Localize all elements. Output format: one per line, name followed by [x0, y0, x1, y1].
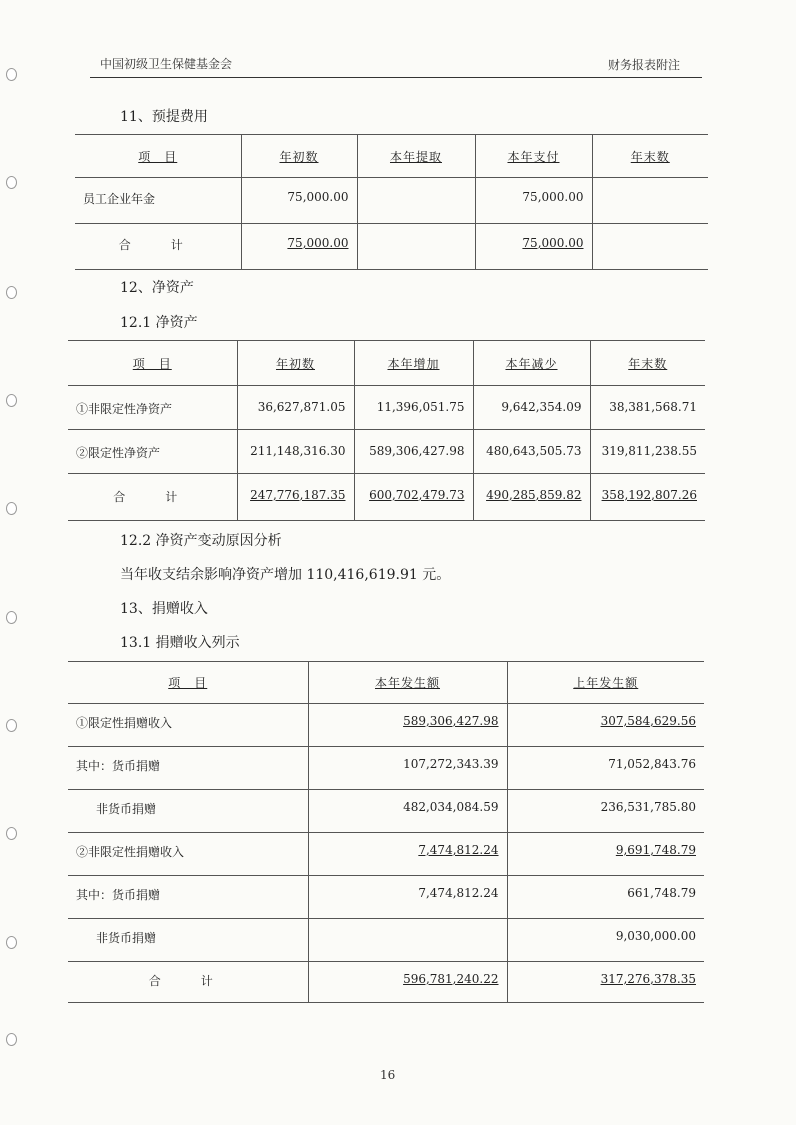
total-opening: 247,776,187.35 — [250, 488, 346, 502]
cell-prior-year: 236,531,785.80 — [507, 790, 704, 833]
total-paid: 75,000.00 — [522, 236, 584, 250]
total-label: 合 计 — [68, 474, 237, 521]
total-accrued — [357, 224, 475, 270]
col-header-opening: 年初数 — [237, 341, 354, 386]
page-number: 16 — [380, 1068, 396, 1082]
col-header-increase: 本年增加 — [354, 341, 473, 386]
col-header-decrease: 本年减少 — [473, 341, 590, 386]
cell-prior-year: 661,748.79 — [507, 876, 704, 919]
row-label: ②限定性净资产 — [68, 430, 237, 474]
cell-opening: 36,627,871.05 — [237, 386, 354, 430]
total-row — [75, 224, 708, 270]
punch-hole — [6, 1033, 17, 1046]
punch-hole — [6, 827, 17, 840]
punch-hole — [6, 611, 17, 624]
net-assets-table — [68, 340, 705, 521]
cell-decrease: 480,643,505.73 — [473, 430, 590, 474]
col-header-item: 项 目 — [75, 135, 241, 178]
total-label: 合 计 — [68, 962, 308, 1003]
header-rule — [90, 77, 702, 78]
section-11-title: 11、预提费用 — [120, 109, 208, 125]
col-header-opening: 年初数 — [241, 135, 357, 178]
cell-closing: 38,381,568.71 — [590, 386, 705, 430]
cell-prior-year: 71,052,843.76 — [507, 747, 704, 790]
total-row — [68, 962, 704, 1003]
cell-current-year — [308, 919, 507, 962]
table-row — [68, 833, 704, 876]
total-current-year: 596,781,240.22 — [403, 972, 499, 986]
row-label: 其中：货币捐赠 — [68, 876, 308, 919]
total-prior-year: 317,276,378.35 — [600, 972, 696, 986]
col-header-item: 项 目 — [68, 341, 237, 386]
row-label: ②非限定性捐赠收入 — [68, 833, 308, 876]
header-org-name: 中国初级卫生保健基金会 — [100, 57, 233, 71]
table-row — [68, 919, 704, 962]
col-header-prior-year: 上年发生额 — [507, 662, 704, 704]
row-label: 非货币捐赠 — [68, 790, 308, 833]
col-header-closing: 年末数 — [590, 341, 705, 386]
table-row — [68, 747, 704, 790]
cell-prior-year: 307,584,629.56 — [600, 714, 696, 728]
total-row — [68, 474, 705, 521]
total-decrease: 490,285,859.82 — [486, 488, 582, 502]
cell-current-year: 7,474,812.24 — [308, 876, 507, 919]
row-label: ①限定性捐赠收入 — [68, 704, 308, 747]
table-row — [68, 790, 704, 833]
total-opening: 75,000.00 — [287, 236, 349, 250]
table-row — [68, 386, 705, 430]
cell-current-year: 7,474,812.24 — [418, 843, 499, 857]
cell-paid: 75,000.00 — [475, 178, 592, 224]
cell-current-year: 482,034,084.59 — [308, 790, 507, 833]
net-assets-analysis-text: 当年收支结余影响净资产增加 110,416,619.91 元。 — [120, 567, 451, 583]
cell-current-year: 589,306,427.98 — [403, 714, 499, 728]
table-row — [68, 704, 704, 747]
section-12-title: 12、净资产 — [120, 280, 194, 296]
total-closing: 358,192,807.26 — [601, 488, 697, 502]
punch-hole — [6, 719, 17, 732]
table-row — [75, 178, 708, 224]
col-header-paid: 本年支付 — [475, 135, 592, 178]
punch-hole — [6, 394, 17, 407]
cell-closing: 319,811,238.55 — [590, 430, 705, 474]
donation-income-table — [68, 661, 704, 1003]
cell-opening: 211,148,316.30 — [237, 430, 354, 474]
header-doc-title: 财务报表附注 — [608, 58, 681, 72]
col-header-current-year: 本年发生额 — [308, 662, 507, 704]
total-increase: 600,702,479.73 — [369, 488, 465, 502]
table-row — [68, 430, 705, 474]
section-13-title: 13、捐赠收入 — [120, 601, 208, 617]
cell-accrued — [357, 178, 475, 224]
cell-decrease: 9,642,354.09 — [473, 386, 590, 430]
cell-closing — [592, 178, 708, 224]
col-header-closing: 年末数 — [592, 135, 708, 178]
punch-hole — [6, 502, 17, 515]
row-label: 员工企业年金 — [75, 178, 241, 224]
section-12-1-title: 12.1 净资产 — [120, 315, 198, 331]
cell-opening: 75,000.00 — [241, 178, 357, 224]
cell-increase: 11,396,051.75 — [354, 386, 473, 430]
row-label: 其中：货币捐赠 — [68, 747, 308, 790]
punch-hole — [6, 176, 17, 189]
punch-hole — [6, 936, 17, 949]
total-label: 合 计 — [75, 224, 241, 270]
section-13-1-title: 13.1 捐赠收入列示 — [120, 635, 240, 651]
total-closing — [592, 224, 708, 270]
col-header-item: 项 目 — [68, 662, 308, 704]
section-12-2-title: 12.2 净资产变动原因分析 — [120, 533, 282, 549]
accrued-expenses-table — [75, 134, 708, 270]
col-header-accrued: 本年提取 — [357, 135, 475, 178]
cell-prior-year: 9,030,000.00 — [507, 919, 704, 962]
cell-prior-year: 9,691,748.79 — [615, 843, 696, 857]
cell-current-year: 107,272,343.39 — [308, 747, 507, 790]
row-label: ①非限定性净资产 — [68, 386, 237, 430]
punch-hole — [6, 68, 17, 81]
cell-increase: 589,306,427.98 — [354, 430, 473, 474]
punch-hole — [6, 286, 17, 299]
table-row — [68, 876, 704, 919]
row-label: 非货币捐赠 — [68, 919, 308, 962]
